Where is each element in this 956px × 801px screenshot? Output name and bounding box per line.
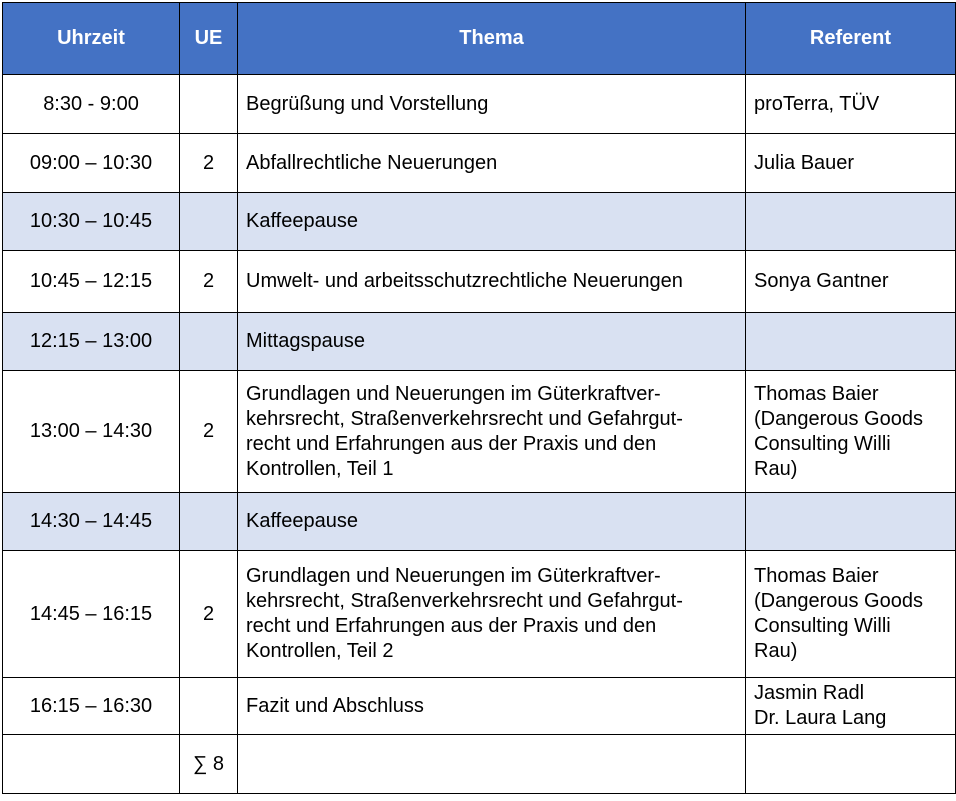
speaker-cell bbox=[746, 735, 956, 794]
table-row bbox=[3, 134, 956, 193]
topic-line: kehrsrecht, Straßenverkehrsrecht und Gefahrgut- bbox=[246, 407, 683, 430]
time-cell: 8:30 - 9:00 bbox=[3, 75, 180, 134]
speaker-line: Julia Bauer bbox=[754, 151, 855, 174]
speaker-line: Consulting Willi bbox=[754, 432, 891, 455]
table-row-break bbox=[3, 493, 956, 551]
table-row bbox=[3, 371, 956, 493]
header-row bbox=[3, 3, 956, 75]
topic-line: Kaffeepause bbox=[246, 210, 358, 232]
table-row bbox=[3, 75, 956, 134]
time-cell: 10:45 – 12:15 bbox=[3, 251, 180, 313]
table-row-break bbox=[3, 313, 956, 371]
ue-total-cell: ∑ 8 bbox=[180, 735, 238, 794]
speaker-line: proTerra, TÜV bbox=[754, 92, 880, 115]
time-cell: 16:15 – 16:30 bbox=[3, 678, 180, 735]
speaker-line: Dr. Laura Lang bbox=[754, 707, 887, 729]
topic-line: Mittagspause bbox=[246, 330, 365, 352]
topic-line: Kontrollen, Teil 1 bbox=[246, 457, 394, 480]
time-cell: 10:30 – 10:45 bbox=[3, 193, 180, 251]
ue-cell bbox=[180, 193, 238, 251]
topic-line: Grundlagen und Neuerungen im Güterkraftver- bbox=[246, 565, 661, 587]
speaker-line: Jasmin Radl bbox=[754, 682, 865, 704]
speaker-line: Sonya Gantner bbox=[754, 270, 889, 292]
topic-cell bbox=[238, 735, 746, 794]
speaker-cell bbox=[746, 134, 956, 193]
topic-line: Umwelt- und arbeitsschutzrechtliche Neuerungen bbox=[246, 270, 683, 292]
topic-line: Kaffeepause bbox=[246, 510, 358, 532]
topic-line: kehrsrecht, Straßenverkehrsrecht und Gefahrgut- bbox=[246, 590, 683, 612]
topic-line: Begrüßung und Vorstellung bbox=[246, 92, 489, 115]
topic-cell bbox=[238, 493, 746, 551]
table-row-break bbox=[3, 193, 956, 251]
topic-line: Fazit und Abschluss bbox=[246, 694, 424, 717]
table-row bbox=[3, 251, 956, 313]
time-cell: 09:00 – 10:30 bbox=[3, 134, 180, 193]
topic-line: recht und Erfahrungen aus der Praxis und den bbox=[246, 615, 657, 637]
speaker-cell bbox=[746, 371, 956, 493]
speaker-line: Thomas Baier bbox=[754, 565, 879, 587]
speaker-cell bbox=[746, 193, 956, 251]
header-ue: UE bbox=[180, 3, 238, 75]
ue-cell: 2 bbox=[180, 551, 238, 678]
header-topic: Thema bbox=[238, 3, 746, 75]
ue-cell bbox=[180, 493, 238, 551]
table-row bbox=[3, 551, 956, 678]
schedule-table bbox=[2, 2, 956, 794]
topic-cell bbox=[238, 371, 746, 493]
ue-cell bbox=[180, 75, 238, 134]
header-time: Uhrzeit bbox=[3, 3, 180, 75]
topic-cell bbox=[238, 551, 746, 678]
speaker-cell bbox=[746, 551, 956, 678]
speaker-cell bbox=[746, 75, 956, 134]
topic-line: recht und Erfahrungen aus der Praxis und den bbox=[246, 432, 657, 455]
speaker-line: (Dangerous Goods bbox=[754, 590, 923, 612]
topic-line: Grundlagen und Neuerungen im Güterkraftver- bbox=[246, 382, 661, 405]
topic-cell bbox=[238, 313, 746, 371]
speaker-line: Rau) bbox=[754, 457, 798, 480]
time-cell bbox=[3, 735, 180, 794]
header-speaker: Referent bbox=[746, 3, 956, 75]
topic-cell bbox=[238, 251, 746, 313]
speaker-line: (Dangerous Goods bbox=[754, 407, 923, 430]
topic-cell bbox=[238, 134, 746, 193]
speaker-line: Rau) bbox=[754, 640, 798, 662]
sum-row bbox=[3, 735, 956, 794]
speaker-cell bbox=[746, 678, 956, 735]
topic-cell bbox=[238, 678, 746, 735]
topic-line: Kontrollen, Teil 2 bbox=[246, 640, 394, 662]
time-cell: 12:15 – 13:00 bbox=[3, 313, 180, 371]
topic-line: Abfallrechtliche Neuerungen bbox=[246, 151, 498, 174]
table-header bbox=[3, 3, 956, 75]
speaker-cell bbox=[746, 493, 956, 551]
speaker-line: Consulting Willi bbox=[754, 615, 891, 637]
topic-cell bbox=[238, 193, 746, 251]
ue-cell bbox=[180, 313, 238, 371]
speaker-cell bbox=[746, 313, 956, 371]
speaker-cell bbox=[746, 251, 956, 313]
speaker-line: Thomas Baier bbox=[754, 382, 879, 405]
topic-cell bbox=[238, 75, 746, 134]
time-cell: 13:00 – 14:30 bbox=[3, 371, 180, 493]
time-cell: 14:45 – 16:15 bbox=[3, 551, 180, 678]
ue-cell: 2 bbox=[180, 371, 238, 493]
time-cell: 14:30 – 14:45 bbox=[3, 493, 180, 551]
table-body bbox=[3, 75, 956, 794]
ue-cell: 2 bbox=[180, 134, 238, 193]
table-row bbox=[3, 678, 956, 735]
ue-cell: 2 bbox=[180, 251, 238, 313]
ue-cell bbox=[180, 678, 238, 735]
